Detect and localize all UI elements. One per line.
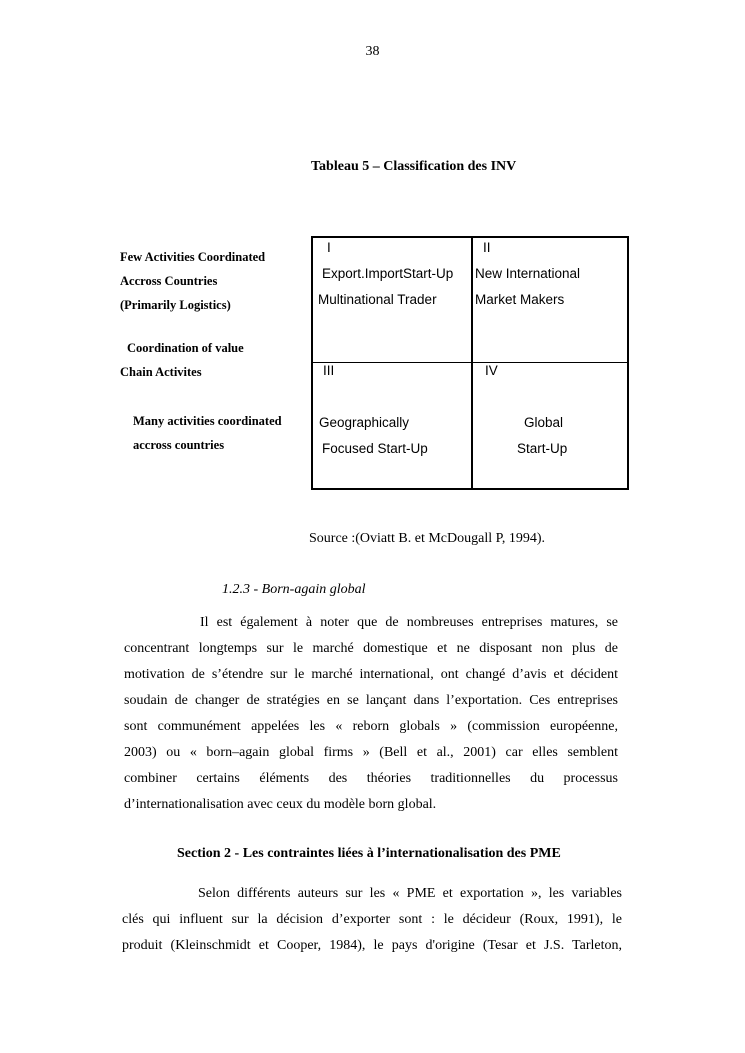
paragraph-line: d’internationalisation avec ceux du modèle born global. bbox=[124, 797, 437, 812]
cell-4-line-2: Start-Up bbox=[517, 441, 568, 456]
side-label-many-activities bbox=[133, 409, 282, 457]
paragraph-line: concentrant longtemps sur le marché domestique et ne disposant non plus de bbox=[124, 641, 618, 656]
paragraph-line: produit (Kleinschmidt et Cooper, 1984), le pays d'origine (Tesar et J.S. Tarleton, bbox=[122, 938, 622, 953]
side-label-line: Chain Activites bbox=[120, 365, 202, 379]
cell-2-line-1: New International bbox=[475, 266, 581, 281]
side-label-line: accross countries bbox=[133, 438, 225, 452]
cell-4-numeral: IV bbox=[485, 363, 498, 378]
table-source: Source :(Oviatt B. et McDougall P, 1994). bbox=[309, 531, 546, 546]
side-label-few-activities bbox=[120, 245, 265, 317]
cell-3-line-2: Focused Start-Up bbox=[322, 441, 428, 456]
subsection-title: 1.2.3 - Born-again global bbox=[222, 582, 366, 597]
page-number: 38 bbox=[365, 44, 380, 59]
paragraph-line: motivation de s’étendre sur le marché international, ont changé d’avis et décident bbox=[124, 667, 618, 682]
section-heading: Section 2 - Les contraintes liées à l’internationalisation des PME bbox=[177, 846, 561, 861]
side-label-line: (Primarily Logistics) bbox=[120, 298, 231, 312]
cell-2-line-2: Market Makers bbox=[475, 292, 565, 307]
cell-1-numeral: I bbox=[327, 240, 331, 255]
side-label-line: Accross Countries bbox=[120, 274, 218, 288]
paragraph-line: 2003) ou « born–again global firms » (Bell et al., 2001) car elles semblent bbox=[124, 745, 618, 760]
cell-3-line-1: Geographically bbox=[319, 415, 410, 430]
side-label-line: Coordination of value bbox=[127, 341, 244, 355]
paragraph-line: combiner certains éléments des théories traditionnelles du processus bbox=[124, 771, 618, 786]
paragraph-line: Il est également à noter que de nombreuses entreprises matures, se bbox=[200, 615, 618, 630]
cell-4-line-1: Global bbox=[524, 415, 564, 430]
table-caption: Tableau 5 – Classification des INV bbox=[311, 159, 517, 174]
side-label-line: Few Activities Coordinated bbox=[120, 250, 266, 264]
paragraph-line: Selon différents auteurs sur les « PME et exportation », les variables bbox=[198, 886, 622, 901]
paragraph-line: sont communément appelées les « reborn globals » (commission européenne, bbox=[124, 719, 618, 734]
side-label-coordination bbox=[120, 336, 244, 384]
cell-1-line-2: Multinational Trader bbox=[318, 292, 437, 307]
cell-1-line-1: Export.ImportStart-Up bbox=[322, 266, 454, 281]
cell-3-numeral: III bbox=[323, 363, 335, 378]
cell-2-numeral: II bbox=[483, 240, 491, 255]
paragraph-line: clés qui influent sur la décision d’exporter sont : le décideur (Roux, 1991), le bbox=[122, 912, 622, 927]
matrix-vertical-divider bbox=[471, 238, 473, 488]
paragraph-line: soudain de changer de stratégies en se lançant dans l’exportation. Ces entreprises bbox=[124, 693, 618, 708]
side-label-line: Many activities coordinated bbox=[133, 414, 282, 428]
matrix-horizontal-divider bbox=[313, 362, 627, 363]
classification-matrix bbox=[311, 236, 629, 490]
